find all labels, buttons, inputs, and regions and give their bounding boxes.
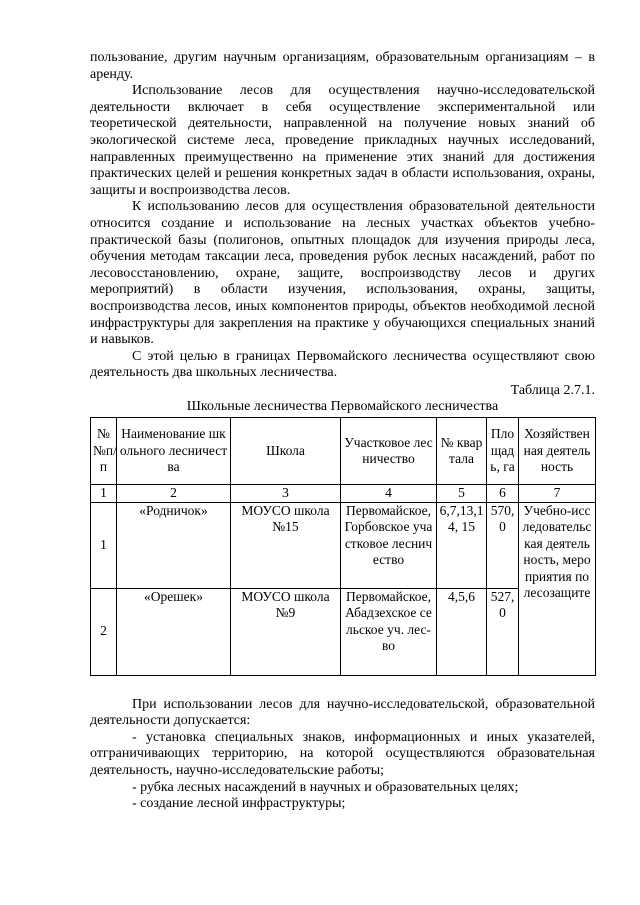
forestry-name: «Орешек»	[117, 588, 231, 675]
school-name: МОУСО школа №9	[231, 588, 341, 675]
area-value: 527,0	[487, 588, 519, 675]
school-name: МОУСО школа №15	[231, 502, 341, 588]
quarter-numbers: 4,5,6	[437, 588, 487, 675]
row-number: 2	[91, 588, 117, 675]
column-number: 4	[341, 485, 437, 503]
area-value: 570,0	[487, 502, 519, 588]
list-item: - рубка лесных насаждений в научных и образовательных целях;	[132, 779, 519, 795]
paragraph: С этой целью в границах Первомайского лесничества осуществляют свою деятельность два школьных лесничества.	[90, 348, 595, 381]
paragraph: пользование, другим научным организациям, образовательным организациям – в аренду.	[90, 50, 595, 82]
header-cell: Наименование школьного лесничества	[117, 418, 231, 485]
column-number: 6	[487, 485, 519, 503]
table-title: Школьные лесничества Первомайского лесничества	[186, 399, 499, 415]
column-number-row	[91, 485, 596, 503]
header-cell: Школа	[231, 418, 341, 485]
column-number: 7	[519, 485, 596, 503]
column-number: 3	[231, 485, 341, 503]
header-cell: № квартала	[437, 418, 487, 485]
header-cell: Участковое лесничество	[341, 418, 437, 485]
paragraph: При использовании лесов для научно-исследовательской, образовательной деятельности допускается:	[90, 696, 595, 729]
table-caption: Таблица 2.7.1.	[510, 382, 595, 398]
row-number: 1	[91, 502, 117, 588]
forestry-name: «Родничок»	[117, 502, 231, 588]
header-cell: Площадь, га	[487, 418, 519, 485]
column-number: 1	[91, 485, 117, 503]
paragraph: К использованию лесов для осуществления образовательной деятельности относится создание и использование на лесных участках объектов учебно-практической базы (полигонов, опытных площадок для изучения природы леса, обучения методам таксации леса, проведения рубок лесных насаждений, работ по лесовосстановлению, охране, защите, воспроизводству лесов и других мероприятий) в области изучения, использования, охраны, защиты, воспроизводства лесов, иных компонентов природы, объектов необходимой лесной инфраструктуры для закрепления на практике у обучающихся специальных знаний и навыков.	[90, 199, 595, 348]
column-number: 2	[117, 485, 231, 503]
list-item: - создание лесной инфраструктуры;	[132, 796, 346, 812]
table-header-row	[91, 418, 596, 485]
paragraph: Использование лесов для осуществления научно-исследовательской деятельности включает в себя осуществление экспериментальной или теоретической деятельности, направленной на получение новых знаний об экологической системе леса, проведение прикладных научных исследований, направленных преимущественно на применение этих знаний для достижения практических целей и решения конкретных задач в области использования, охраны, защиты и воспроизводства лесов.	[90, 83, 595, 198]
school-forestry-table	[90, 417, 596, 676]
table-row	[91, 502, 596, 588]
district-forestry: Первомайское, Горбовское участковое лесничество	[341, 502, 437, 588]
column-number: 5	[437, 485, 487, 503]
list-item: - установка специальных знаков, информационных и иных указателей, отграничивающих территорию, на которой осуществляются образовательная деятельность, научно-исследовательские работы;	[90, 729, 595, 778]
document-page	[90, 50, 595, 813]
district-forestry: Первомайское, Абадзехское сельское уч. лес-во	[341, 588, 437, 675]
activity-cell: Учебно-исследовательская деятельность, мероприятия по лесозащите	[519, 502, 596, 675]
quarter-numbers: 6,7,13,14, 15	[437, 502, 487, 588]
header-cell: Хозяйственная деятельность	[519, 418, 596, 485]
header-cell: № №п/п	[91, 418, 117, 485]
